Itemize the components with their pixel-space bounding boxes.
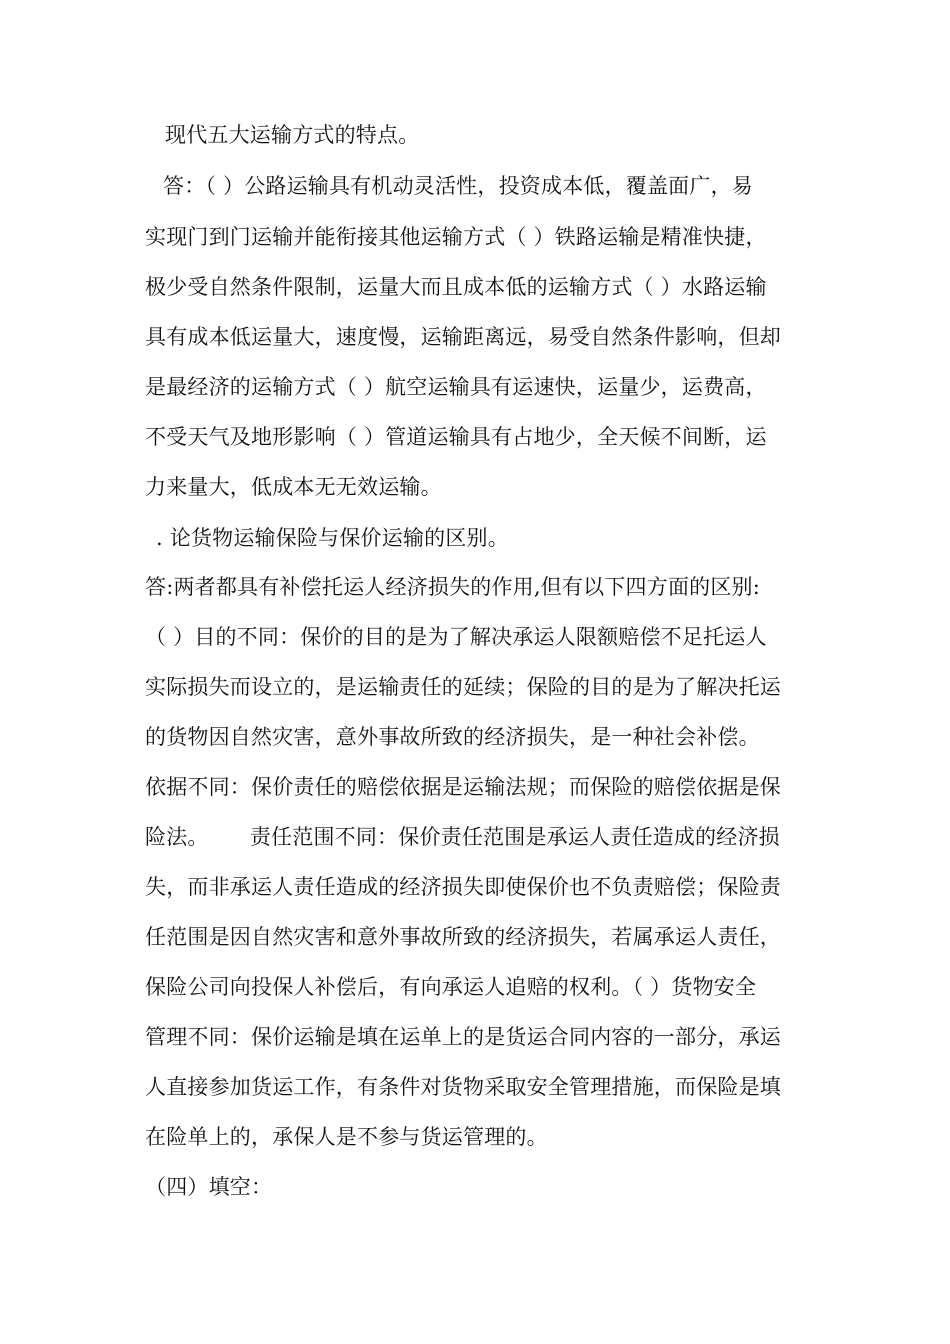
answer-line: 不受天气及地形影响（ ）管道运输具有占地少，全天候不间断，运: [145, 425, 767, 449]
answer-line: 在险单上的，承保人是不参与货运管理的。: [145, 1125, 548, 1149]
answer-line: 任范围是因自然灾害和意外事故所致的经济损失，若属承运人责任，: [145, 925, 781, 949]
answer-line: 实际损失而设立的，是运输责任的延续；保险的目的是为了解决托运: [145, 675, 781, 699]
answer-line: 险法。 责任范围不同：保价责任范围是承运人责任造成的经济损: [145, 825, 780, 849]
answer-line: （ ）目的不同：保价的目的是为了解决承运人限额赔偿不足托运人: [145, 625, 767, 649]
answer-line: 依据不同：保价责任的赔偿依据是运输法规；而保险的赔偿依据是保: [145, 775, 781, 799]
answer-line: 答:两者都具有补偿托运人经济损失的作用,但有以下四方面的区别:: [145, 575, 761, 599]
section-heading: （四）填空：: [145, 1175, 273, 1199]
answer-line: 人直接参加货运工作，有条件对货物采取安全管理措施，而保险是填: [145, 1075, 781, 1099]
answer-line: 极少受自然条件限制，运量大而且成本低的运输方式（ ）水路运输: [145, 275, 767, 299]
answer-line: 失，而非承运人责任造成的经济损失即使保价也不负责赔偿；保险责: [145, 875, 781, 899]
answer-line: 实现门到门运输并能衔接其他运输方式（ ）铁路运输是精准快捷，: [145, 225, 767, 249]
answer-line: 具有成本低运量大，速度慢，运输距离远，易受自然条件影响，但却: [145, 325, 781, 349]
answer-line: 是最经济的运输方式（ ）航空运输具有运速快，运量少，运费高，: [145, 375, 767, 399]
question-heading: . 论货物运输保险与保价运输的区别。: [156, 526, 509, 550]
answer-line: 保险公司向投保人补偿后，有向承运人追赔的权利。（ ）货物安全: [145, 975, 757, 999]
answer-line: 答：（ ）公路运输具有机动灵活性，投资成本低，覆盖面广，易: [163, 174, 753, 198]
answer-line: 管理不同：保价运输是填在运单上的是货运合同内容的一部分，承运: [145, 1025, 781, 1049]
answer-line: 力来量大，低成本无无效运输。: [145, 475, 442, 499]
question-heading: 现代五大运输方式的特点。: [165, 123, 420, 147]
answer-line: 的货物因自然灾害，意外事故所致的经济损失，是一种社会补偿。: [145, 725, 760, 749]
